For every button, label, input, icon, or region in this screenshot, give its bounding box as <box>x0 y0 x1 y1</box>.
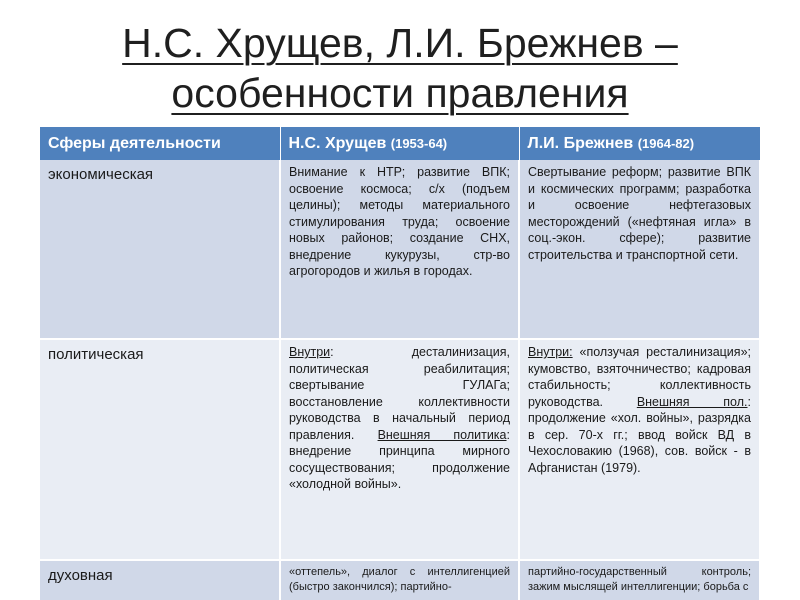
sphere-political: политическая <box>40 339 280 560</box>
khrushchev-outer-label: Внешняя политика <box>377 427 507 442</box>
khrushchev-inner-label: Внутри <box>289 345 331 359</box>
comparison-table <box>40 127 761 600</box>
brezhnev-inner-label: Внутри: <box>528 345 573 359</box>
header-sphere: Сферы деятельности <box>40 127 280 160</box>
brezhnev-inner-text: «ползучая ресталинизация»; кумовство, взяточничество; кадровая стабильность; коллективность руководства. <box>528 345 751 409</box>
brezhnev-economic: Свертывание реформ; развитие ВПК и космических программ; разработка и освоение нефтегазовых месторождений («нефтяная игла» в соц.-экон. сфере); развитие строительства и транспортной сети. <box>519 160 760 339</box>
header-khrushchev-period: (1953-64) <box>390 135 448 151</box>
table-header-row <box>40 127 760 160</box>
brezhnev-outer-label: Внешняя пол. <box>636 394 748 409</box>
table-row-spiritual <box>40 560 760 600</box>
header-brezhnev: Л.И. Брежнев (1964-82) <box>519 127 760 160</box>
khrushchev-economic: Внимание к НТР; развитие ВПК; освоение космоса; с/х (подъем целины); методы материального стимулирования труда; освоение новых районов; создание СНХ, внедрение кукурузы, стр-во агрогородов и жилья в городах. <box>280 160 519 339</box>
title-line-1: Н.С. Хрущев, Л.И. Брежнев – <box>122 20 678 66</box>
table-row-political <box>40 339 760 560</box>
sphere-spiritual: духовная <box>40 560 280 600</box>
table-row-economic <box>40 160 760 339</box>
brezhnev-spiritual: партийно-государственный контроль; зажим мыслящей интеллигенции; борьба с <box>519 560 760 600</box>
khrushchev-spiritual: «оттепель», диалог с интеллигенцией (быстро закончился); партийно- <box>280 560 519 600</box>
khrushchev-outer-text: : внедрение принципа мирного сосуществования; продолжение «холодной войны». <box>289 427 510 491</box>
title-line-2: особенности правления <box>171 70 629 116</box>
header-khrushchev: Н.С. Хрущев (1953-64) <box>280 127 519 160</box>
brezhnev-political <box>519 339 760 560</box>
khrushchev-inner-text: : десталинизация, политическая реабилитация; свертывание ГУЛАГа; восстановление коллективности руководства в начальный период правления. <box>289 345 510 442</box>
khrushchev-political <box>280 339 519 560</box>
slide-title <box>0 18 800 118</box>
header-brezhnev-period: (1964-82) <box>637 135 695 151</box>
brezhnev-outer-text: : продолжение «хол. войны», разрядка в сер. 70-х гг.; ввод войск ВД в Чехословакию (1968), сов. войск - в Афганистан (1979). <box>528 394 751 475</box>
sphere-economic: экономическая <box>40 160 280 339</box>
